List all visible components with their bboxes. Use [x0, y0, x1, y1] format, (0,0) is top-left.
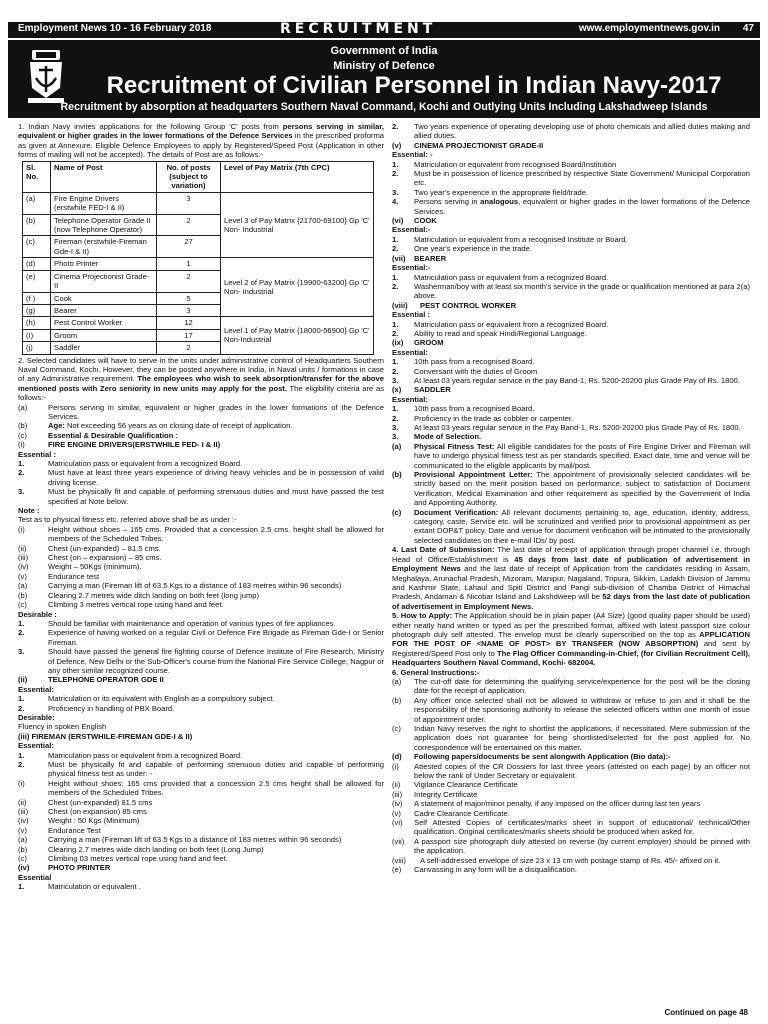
- table-row: (e) Cinema Projectionist Grade-II 2: [23, 270, 374, 292]
- list-item: (ii) Vigilance Clearance Certificate: [392, 780, 518, 790]
- list-item: (i) Height without shoes – 165 cms. Provided that a concession 2.5 cms. height shall be allowed for members of the Scheduled Tribes.: [18, 524, 384, 544]
- list-item: 2. Two years experience of operating developing use of photo chemicals and allied duties making and allied duties.: [392, 122, 750, 141]
- page-number: 47: [742, 23, 754, 34]
- section-title: RECRUITMENT: [280, 21, 437, 37]
- list-item: 1. 10th pass from a recognised Board.: [392, 404, 535, 414]
- list-item: 3. Two year's experience in the appropriate field/trade.: [392, 187, 589, 197]
- list-item: 3. Should have passed the general fire fighting course of Defence Institute of Fire Research, Ministry of Defence, New Delhi or the Sub-Officer's course from the National Fire Service College, Nagpur or any other similar recognized course.: [18, 647, 385, 675]
- continued-note: Continued on page 48: [664, 1008, 748, 1017]
- list-item: (a) The cut-off date for determining the qualifying service/experience for the post will be the closing date for the receipt of application.: [392, 676, 750, 696]
- list-item: 1. Matriculation or equivalent from a recognised Institute or Board.: [392, 234, 628, 244]
- website-link[interactable]: www.employmentnews.gov.in: [578, 23, 720, 34]
- section-heading: (x) SADDLER: [392, 385, 451, 395]
- essential-label: Essential :: [392, 310, 430, 320]
- right-column: [392, 122, 750, 875]
- desirable-label: Desirable:: [18, 712, 55, 722]
- essential-label: Essential: [18, 872, 52, 882]
- list-item: 2. Conversant with the duties of Groom: [392, 366, 538, 376]
- posts-table: [22, 161, 374, 355]
- section-heading: (i) FIRE ENGINE DRIVERS(ERSTWHILE FED- I & II): [18, 440, 221, 450]
- table-row: (d) Photo Printer 1 Level 2 of Pay Matrix {19900-63200} Gp 'C' Non- Industrial: [23, 258, 374, 270]
- section-heading: (iii) FIREMAN (ERSTWHILE-FIREMAN GDE-I & II): [18, 731, 193, 741]
- section-heading: (iv) PHOTO PRINTER: [18, 863, 111, 873]
- para-4: 4. Last Date of Submission: The last date of receipt of application through proper channel i.e. through Head of Office/Establishment is 45 days from last date of publication of advertisement in Employment News and the last date of receipt of Application from the candidates residing in Assam, Meghalaya, Arunachal Pradesh, Mizoram, Manipur, Nagaland, Tripura, Sikkim, Ladakh Division of Jammu and Kashmir State, Lahaul and Spiti District and Pangi sub-division of Chamba District of Himachal Pradesh, Andaman & Nicobar Island and Lakshdweep will be 52 days from the last date of publication of advertisement in Employment News.: [392, 545, 750, 611]
- list-item: (b) Clearing 2.7 metres wide ditch landing on both feet (Long Jump): [18, 844, 264, 854]
- section-heading: (vi) COOK: [392, 216, 437, 226]
- table-row: (a) Fire Engine Drivers (erstwhile FED-I & II) 3 Level 3 of Pay Matrix {21700-69100} Gp 'C' Non- Industrial: [23, 192, 374, 214]
- th-sl: Sl. No.: [23, 161, 51, 192]
- list-item: (iv) A statement of major/minor penalty, if any imposed on the officer during last ten years: [392, 799, 701, 809]
- para-2: 2. Selected candidates will have to serve in the units under administrative control of Headquarters Southern Naval Command, Kochi. However, they can be posted anywhere in India, in Naval units / formations in case of any Administrative requirement. The employees who wish to seek absorption/transfer for the above mentioned posts with Zero seniority in new units may apply for the post. The eligibility criteria are as follows:-: [18, 355, 384, 403]
- list-item: (iii) Integrity Certificate: [392, 789, 478, 799]
- list-item: (a) Carrying a man (Fireman lift of 63.5 Kgs to a distance of 183 metres within 96 seconds): [18, 581, 342, 591]
- essential-label: Essential:-: [392, 225, 431, 235]
- page-header-bar: [8, 22, 760, 38]
- essential-label: Essential: -: [392, 150, 433, 160]
- list-item: (c) Indian Navy reserves the right to shortlist the applications, if necessitated. Mere submission of the application does not guarantee for being shortlisted/selected for the post applied for. No correspondence will be entertained on this matter.: [392, 724, 750, 752]
- list-item: (a) Physical Fitness Test: All eligible candidates for the posts of Fire Engine Driver and Fireman will have to undergo physical fitness test as per standards specified. Exact date, time and venue will be communicated to the eligible applicants by mail/post.: [392, 441, 750, 470]
- list-item: (i) Height without shoes: 165 cms provided that a concession 2.5 cms height shall be allowed for members of the Scheduled Tribes.: [18, 778, 384, 798]
- list-item: 1. Matriculation pass or equivalent from a recognized Board.: [392, 272, 609, 282]
- table-row: (b) Telephone Operator Grade II (now Telephone Operator) 2: [23, 214, 374, 236]
- list-item: (b) Clearing 2.7 metres wide ditch landing on both feet (long jump): [18, 590, 260, 600]
- list-item: (iv) Weight : 50 Kgs (Minimum): [18, 816, 140, 826]
- list-item: (c) Climbing 3 metres vertical rope using hand and feet.: [18, 600, 224, 610]
- list-item: (a) Carrying a man (Fireman lift of 63.5 Kgs to a distance of 183 metres within 96 seconds): [18, 835, 342, 845]
- list-item: (e) Canvassing in any form will be a disqualification.: [392, 865, 577, 875]
- table-row: (g) Bearer 3: [23, 304, 374, 316]
- essential-label: Essential:-: [392, 263, 431, 273]
- list-item: (iii) Chest (on – expansion) – 85 cms.: [18, 553, 162, 563]
- desirable-label: Desirable :: [18, 609, 57, 619]
- table-header-row: [23, 161, 374, 192]
- essential-label: Essential:: [392, 394, 428, 404]
- section-heading: (viii) PEST CONTROL WORKER: [392, 300, 517, 310]
- section-heading: (v) CINEMA PROJECTIONIST GRADE-II: [392, 140, 544, 150]
- list-item: (ii) Chest (un-expanded) – 81.5 cms.: [18, 543, 161, 553]
- table-row: (j) Saddler 2: [23, 342, 374, 354]
- list-item: (c) Climbing 03 metres vertical rope using hand and feet.: [18, 854, 228, 864]
- section-heading: (ix) GROOM: [392, 338, 444, 348]
- list-item: 3. At least 03 years regular service in the pay Band-1, Rs. 5200-20200 plus Grade Pay of Rs. 1800.: [392, 375, 740, 385]
- th-post: Name of Post: [51, 161, 157, 192]
- essential-label: Essential:: [18, 741, 54, 751]
- list-item: 1. Matriculation pass or equivalent from a recognized Board.: [18, 750, 243, 760]
- section-heading: 3. Mode of Selection.: [392, 432, 482, 442]
- table-row: (I) Groom 17: [23, 329, 374, 341]
- essential-label: Essential:: [392, 347, 428, 357]
- title-banner: [8, 40, 760, 118]
- note-text: Test as to physical fitness etc. referred above shall be as under :-: [18, 515, 237, 525]
- pay-level-3: Level 3 of Pay Matrix {21700-69100} Gp 'C' Non- Industrial: [221, 192, 374, 257]
- pay-level-1: Level 1 of Pay Matrix {18000-56900} Gp 'C' Non-Industrial: [221, 317, 374, 354]
- essential-label: Essential:: [18, 684, 54, 694]
- list-item: (b) Any officer once selected shall not be allowed to withdraw or refuse to join and it shall be the responsibility of the sponsoring authority to release the selected officers within one month of issue of appointment order.: [392, 695, 750, 724]
- list-item: (vi) Self Attested Copies of certificates/marks sheet in support of educational/ technical/Other qualification. Original certificates/marks sheets should be produced when asked for.: [392, 818, 750, 837]
- list-item: 2. Proficiency in the trade as cobbler or carpenter.: [392, 413, 574, 423]
- list-item: 3. Must be physically fit and capable of performing strenuous duties and must have passed the test specified at Note below.: [18, 487, 384, 506]
- list-item: (viii) A self-addressed envelope of size 23 x 13 cm with postage stamp of Rs. 45/- affixed on it.: [392, 855, 721, 865]
- list-item: (iv) Weight – 50Kgs (minimum).: [18, 562, 142, 572]
- list-item: (iii) Chest (on expansion) 85 cms: [18, 807, 147, 817]
- list-item: (v) Endurance test: [18, 571, 100, 581]
- list-item: 2. Must be in possession of licence prescribed by respective State Government/ Municipal Corporation etc.: [392, 169, 750, 188]
- page-title: Recruitment of Civilian Personnel in Indian Navy-2017: [106, 72, 722, 99]
- list-item: (ii) Chest (un-expanded) 81.5 cms: [18, 797, 153, 807]
- table-row: (c) Fireman (erstwhile-Fireman Gde-I & II) 27: [23, 236, 374, 258]
- list-item: (v) Endurance Test: [18, 825, 101, 835]
- list-item: (c) Document Verification: All relevant documents pertaining to, age, education, identity, address, category, caste, Service etc. will be scrutinized and verified prior to provisional appointment as per extant DOP&T policy. Date and venue for document verification will be intimated to the provisionally selected candidates on their e-mail IDs/ by post.: [392, 507, 750, 545]
- list-item: (b) Provisional Appointment Letter: The appointment of provisionally selected candidates will be strictly based on the merit position based on performance, subject to satisfaction of Document Verification, Medical Examination and other requirement as specified by the Government of India and Appointing Authority.: [392, 470, 750, 508]
- table-row: (h) Pest Control Worker 12 Level 1 of Pay Matrix {18000-56900} Gp 'C' Non-Industrial: [23, 317, 374, 329]
- list-item: 1. Matriculation or equivalent .: [18, 882, 141, 892]
- note-label: Note :: [18, 506, 40, 516]
- government-label: Government of India: [330, 45, 438, 57]
- list-item: (v) Cadre Clearance Certificate.: [392, 808, 510, 818]
- left-column: [18, 122, 384, 892]
- list-item: (i) Attested copies of the CR Dossiers for last three years (attested on each page) by an officer not below the rank of Under Secretary or equivalent.: [392, 761, 750, 781]
- th-pay: Level of Pay Matrix (7th CPC): [221, 161, 374, 192]
- list-item: 2. Proficiency in handling of PBX Board.: [18, 703, 175, 713]
- list-item: 4. Persons serving in analogous, equivalent or higher grades in the lower formations of the Defence Services.: [392, 197, 750, 216]
- list-item: 1. Matriculation pass or equivalent from a recognized Board.: [18, 459, 243, 468]
- list-item: 1. 10th pass from a recognised Board.: [392, 357, 535, 367]
- list-item: 2. Must be physically fit and capable of performing strenuous duties and capable of performing physical fitness test as under: -: [18, 760, 384, 779]
- list-item: 1. Should be familiar with maintenance and operation of various types of fire appliances.: [18, 618, 336, 628]
- th-posts: No. of posts (subject to variation): [157, 161, 221, 192]
- intro-paragraph: 1. Indian Navy invites applications for the following Group 'C' posts from persons serving in similar, equivalent or higher grades in the lower formations of the Defence Services in the prescribed proforma as given at Annexure. Eligible Defence Employees to apply by Registered/Speed Post (Application in other forms of mailing will not be accepted). The details of Post are as follows:-: [18, 122, 384, 160]
- list-item: 1. Matriculation or equivalent from recognised Board/Institution: [392, 159, 617, 169]
- ministry-label: Ministry of Defence: [333, 60, 435, 72]
- list-item: (b) Age: Not exceeding 56 years as on closing date of receipt of application.: [18, 421, 293, 431]
- list-item: 1. Matriculation or its equivalent with English as a compulsory subject.: [18, 694, 275, 704]
- table-row: (f ) Cook 5: [23, 292, 374, 304]
- banner-subtitle: Recruitment by absorption at headquarters Southern Naval Command, Kochi and Outlying Units Including Lakshadweep Islands: [60, 101, 708, 113]
- section-heading: 6. General Instructions:-: [392, 667, 480, 677]
- list-item: 2. Experience of having worked on a regular Civil or Defence Fire Brigade as Fireman Gde-I or Senior Fireman.: [18, 628, 384, 647]
- list-item: (a) Persons serving in similar, equivalent or higher grades in the lower formations of the Defence Services.: [18, 402, 384, 421]
- list-item: (d) Following papers/documents be sent alongwith Application (Bio data):-: [392, 752, 671, 762]
- section-heading: (vii) BEARER: [392, 253, 447, 263]
- list-item: 1. Matriculation pass or equivalent from a recognized Board.: [392, 319, 609, 329]
- list-item: 2. One year's experience in the trade.: [392, 244, 532, 254]
- essential-label: Essential :: [18, 449, 56, 459]
- fluency-text: Fluency in spoken English: [18, 722, 107, 732]
- list-item: (vii) A passport size photograph duly attested on reverse (by current employer) should be pinned with the application.: [392, 836, 750, 856]
- list-item: 3. At least 03 years regular service in the Pay Band-1, Rs. 5200-20200 plus Grade Pay of Rs. 1800.: [392, 423, 741, 432]
- pay-level-2: Level 2 of Pay Matrix {19900-63200} Gp 'C' Non- Industrial: [221, 258, 374, 317]
- para-5: 5. How to Apply: The Application should be in plain paper (A4 Size) (good quality paper should be used) either neatly hand written or typed as per the prescribed format, affixed with latest passport size colour photograph duly self attested. The envelop must be clearly superscribed on the top as APPLICATION FOR THE POST OF <NAME OF POST> BY TRANSFER (NOW ABSORPTION) and sent by Registered/Speed Post only to The Flag Officer Commanding-in-Chief, (for Civilian Recruitment Cell), Headquarters Southern Naval Command, Kochi- 682004.: [392, 611, 751, 668]
- list-item: 2. Washerman/boy with at least six month's service in the grade or qualification mentioned at para 2(a) above.: [392, 281, 750, 301]
- section-heading: (ii) TELEPHONE OPERATOR GDE II: [18, 675, 164, 685]
- list-item: 2. Must have at least three years experience of driving heavy vehicles and be in possession of valid driving license.: [18, 468, 384, 487]
- list-item: (c) Essential & Desirable Qualification :: [18, 430, 178, 440]
- issue-label: Employment News 10 - 16 February 2018: [18, 23, 212, 34]
- list-item: 2. Ability to read and speak Hindi/Regional Language.: [392, 328, 587, 338]
